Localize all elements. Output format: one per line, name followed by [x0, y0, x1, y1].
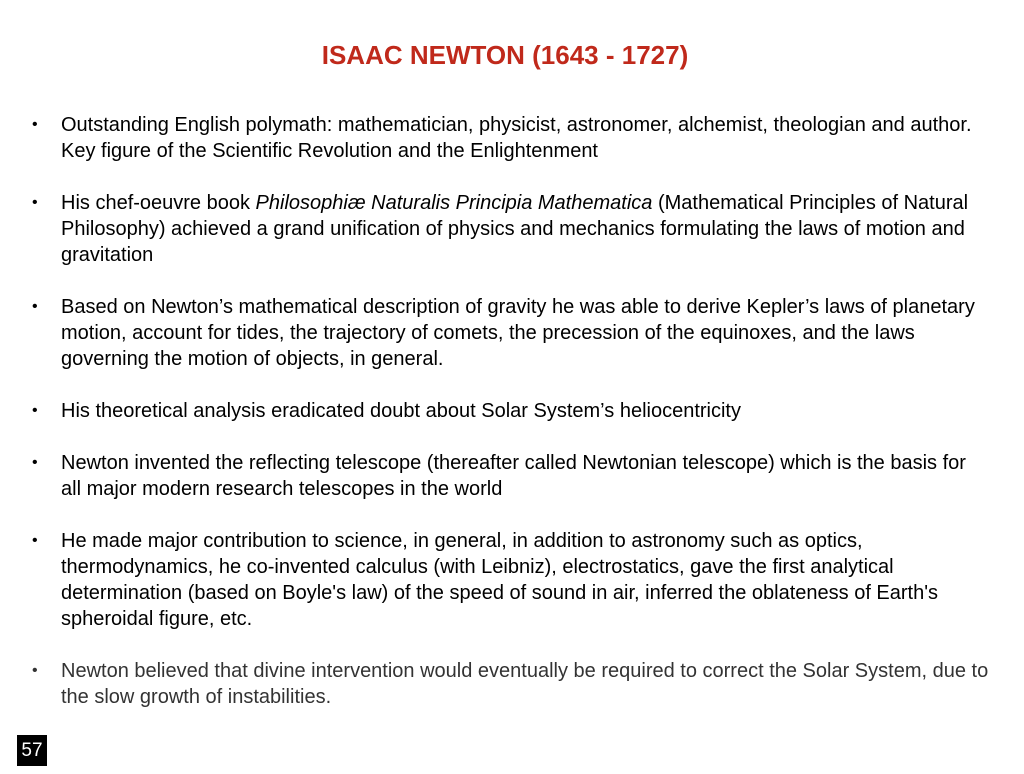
bullet-item — [30, 112, 990, 164]
bullet-text: His theoretical analysis eradicated doubt about Solar System’s heliocentricity — [61, 400, 741, 422]
bullet-text-continued: (Mathematical Principles of Natural Philosophy) achieved a grand unification of physics and mechanics formulating the laws of motion and gravitation — [61, 192, 969, 266]
bullet-text: Newton invented the reflecting telescope (thereafter called Newtonian telescope) which is the basis for all major modern research telescopes in the world — [61, 452, 966, 500]
bullet-text: Outstanding English polymath: mathematician, physicist, astronomer, alchemist, theologian and author. Key figure of the Scientific Revolution and the Enlightenment — [61, 114, 972, 162]
bullet-item — [30, 190, 990, 268]
bullet-dot: • — [32, 116, 38, 133]
bullet-item — [30, 398, 990, 424]
bullet-dot: • — [32, 532, 38, 549]
bullet-text: Based on Newton’s mathematical description of gravity he was able to derive Kepler’s laws of planetary motion, account for tides, the trajectory of comets, the precession of the equinoxes, and the laws governing the motion of objects, in general. — [61, 296, 975, 370]
bullet-dot: • — [32, 402, 38, 419]
bullet-item — [30, 450, 990, 502]
bullet-dot: • — [32, 194, 38, 211]
bullet-dot: • — [32, 662, 38, 679]
bullet-item — [30, 658, 990, 710]
page-number: 57 — [17, 735, 47, 766]
bullet-dot: • — [32, 454, 38, 471]
bullet-item — [30, 294, 990, 372]
bullet-list — [30, 112, 990, 736]
bullet-text: His chef-oeuvre book — [61, 192, 256, 214]
bullet-text: Newton believed that divine intervention would eventually be required to correct the Solar System, due to the slow growth of instabilities. — [61, 660, 989, 708]
bullet-text: He made major contribution to science, in general, in addition to astronomy such as optics, thermodynamics, he co-invented calculus (with Leibniz), electrostatics, gave the first analytical determination (based on Boyle's law) of the speed of sound in air, inferred the oblateness of Earth's spheroidal figure, etc. — [61, 530, 939, 630]
bullet-item — [30, 528, 990, 632]
slide-title: ISAAC NEWTON (1643 - 1727) — [321, 40, 689, 70]
book-title: Philosophiæ Naturalis Principia Mathematica — [255, 192, 653, 214]
bullet-dot: • — [32, 298, 38, 315]
